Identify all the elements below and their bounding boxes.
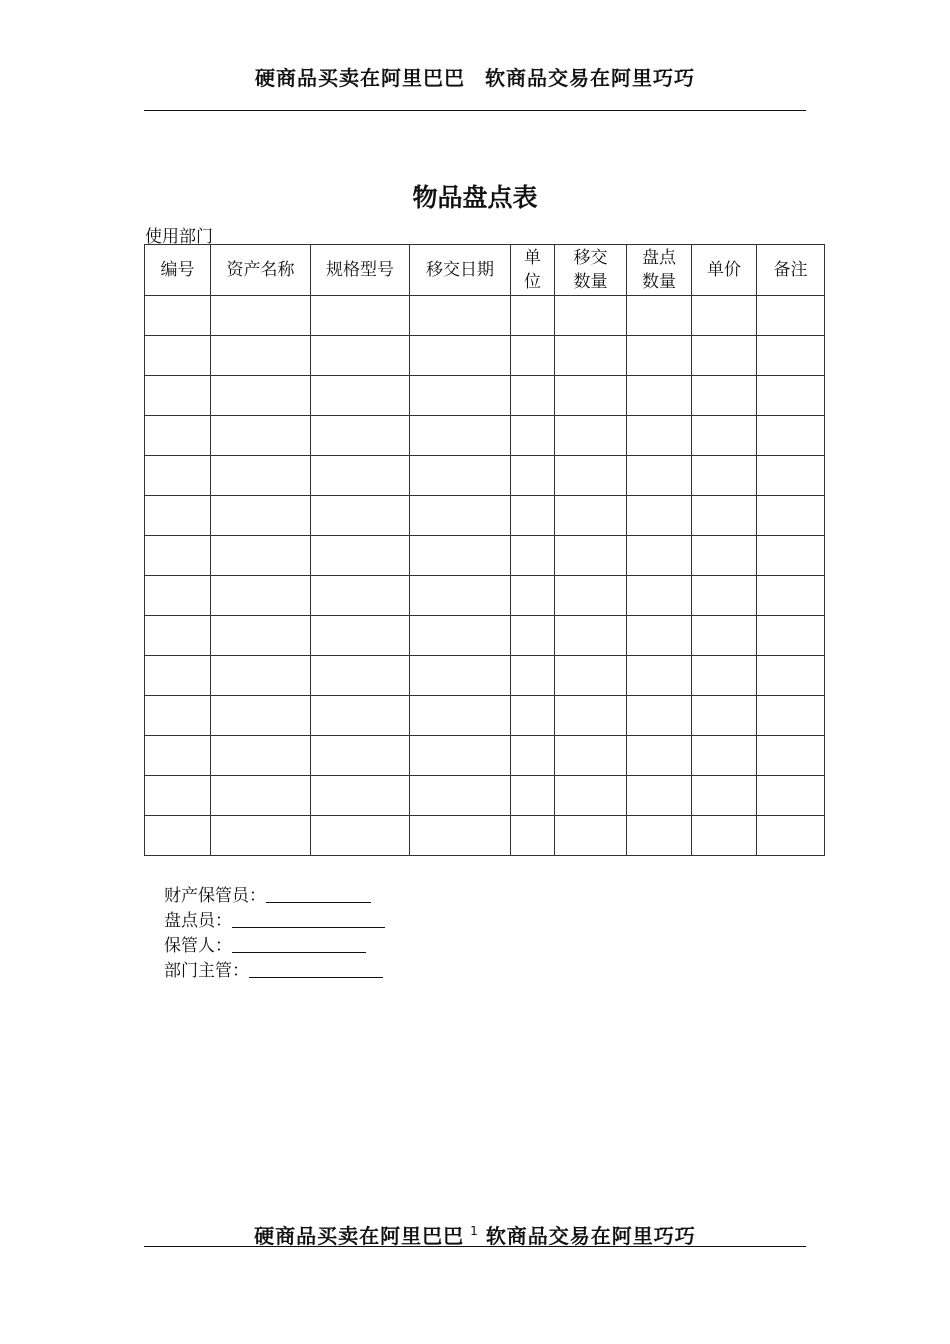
- header-rule: [144, 110, 806, 111]
- table-cell: [627, 296, 692, 336]
- table-cell: [627, 656, 692, 696]
- table-cell: [311, 776, 410, 816]
- table-header-row: [145, 245, 825, 296]
- table-row: [145, 656, 825, 696]
- signature-blank: [266, 884, 371, 903]
- table-row: [145, 696, 825, 736]
- table-cell: [511, 576, 555, 616]
- table-cell: [211, 296, 311, 336]
- page-number: 1: [470, 1224, 478, 1239]
- table-cell: [692, 696, 757, 736]
- table-cell: [627, 736, 692, 776]
- page-footer: [144, 1220, 806, 1249]
- table-cell: [627, 616, 692, 656]
- table-cell: [311, 536, 410, 576]
- table-cell: [311, 656, 410, 696]
- header-right-text: 软商品交易在阿里巧巧: [485, 66, 695, 90]
- table-cell: [627, 416, 692, 456]
- table-cell: [410, 736, 511, 776]
- table-cell: [627, 336, 692, 376]
- table-cell: [311, 336, 410, 376]
- table-row: [145, 376, 825, 416]
- table-cell: [410, 336, 511, 376]
- table-cell: [211, 536, 311, 576]
- table-cell: [627, 696, 692, 736]
- table-row: [145, 296, 825, 336]
- signature-block: [164, 881, 385, 981]
- table-cell: [627, 576, 692, 616]
- department-label: 使用部门: [145, 227, 213, 247]
- table-cell: [311, 696, 410, 736]
- table-cell: [410, 776, 511, 816]
- table-cell: [145, 816, 211, 856]
- table-row: [145, 816, 825, 856]
- table-cell: [555, 376, 627, 416]
- table-cell: [757, 376, 825, 416]
- table-cell: [627, 816, 692, 856]
- column-header: 单 位: [511, 245, 555, 296]
- table-cell: [511, 496, 555, 536]
- table-cell: [555, 656, 627, 696]
- table-cell: [511, 696, 555, 736]
- table-cell: [211, 576, 311, 616]
- table-cell: [410, 456, 511, 496]
- table-cell: [692, 336, 757, 376]
- table-cell: [555, 496, 627, 536]
- table-row: [145, 456, 825, 496]
- table-cell: [757, 456, 825, 496]
- table-cell: [311, 496, 410, 536]
- table-row: [145, 536, 825, 576]
- table-cell: [757, 296, 825, 336]
- table-cell: [511, 456, 555, 496]
- table-cell: [145, 376, 211, 416]
- table-row: [145, 336, 825, 376]
- signature-blank: [232, 934, 366, 953]
- table-cell: [511, 656, 555, 696]
- footer-left-text: 硬商品买卖在阿里巴巴: [254, 1224, 465, 1248]
- table-cell: [410, 536, 511, 576]
- table-cell: [311, 456, 410, 496]
- table-cell: [145, 736, 211, 776]
- table-cell: [311, 296, 410, 336]
- table-cell: [692, 776, 757, 816]
- table-cell: [692, 456, 757, 496]
- signature-blank: [249, 959, 383, 978]
- table-cell: [692, 576, 757, 616]
- table-cell: [555, 776, 627, 816]
- table-cell: [511, 336, 555, 376]
- column-header: 编号: [145, 245, 211, 296]
- signature-line: 财产保管员：: [164, 881, 385, 906]
- column-header: 规格型号: [311, 245, 410, 296]
- column-header: 备注: [757, 245, 825, 296]
- table-cell: [311, 576, 410, 616]
- table-cell: [627, 376, 692, 416]
- table-cell: [511, 616, 555, 656]
- inventory-table: [144, 244, 825, 856]
- table-cell: [145, 776, 211, 816]
- table-cell: [410, 576, 511, 616]
- table-cell: [692, 376, 757, 416]
- table-cell: [757, 536, 825, 576]
- column-header: 资产名称: [211, 245, 311, 296]
- table-cell: [692, 816, 757, 856]
- table-cell: [145, 296, 211, 336]
- table-cell: [410, 376, 511, 416]
- table-cell: [692, 536, 757, 576]
- table-cell: [757, 576, 825, 616]
- table-cell: [757, 776, 825, 816]
- table-cell: [145, 616, 211, 656]
- table-cell: [511, 776, 555, 816]
- table-cell: [511, 416, 555, 456]
- table-cell: [211, 736, 311, 776]
- table-cell: [211, 336, 311, 376]
- table-cell: [410, 656, 511, 696]
- table-cell: [692, 736, 757, 776]
- table-cell: [692, 616, 757, 656]
- table-cell: [410, 296, 511, 336]
- table-cell: [211, 816, 311, 856]
- table-cell: [555, 296, 627, 336]
- table-cell: [145, 456, 211, 496]
- table-cell: [211, 696, 311, 736]
- signature-blank: [232, 909, 385, 928]
- signature-line: 保管人：: [164, 931, 385, 956]
- table-cell: [757, 416, 825, 456]
- table-cell: [410, 496, 511, 536]
- table-cell: [555, 456, 627, 496]
- table-cell: [211, 616, 311, 656]
- table-cell: [627, 776, 692, 816]
- table-cell: [511, 296, 555, 336]
- table-row: [145, 776, 825, 816]
- table-cell: [692, 296, 757, 336]
- column-header: 盘点 数量: [627, 245, 692, 296]
- table-cell: [757, 816, 825, 856]
- table-cell: [555, 816, 627, 856]
- table-cell: [692, 656, 757, 696]
- table-cell: [555, 336, 627, 376]
- table-cell: [757, 336, 825, 376]
- table-cell: [145, 536, 211, 576]
- table-cell: [410, 696, 511, 736]
- table-cell: [555, 416, 627, 456]
- table-cell: [211, 656, 311, 696]
- table-cell: [410, 416, 511, 456]
- table-cell: [555, 736, 627, 776]
- table-cell: [211, 456, 311, 496]
- table-cell: [555, 576, 627, 616]
- table-cell: [410, 816, 511, 856]
- table-cell: [311, 736, 410, 776]
- table-cell: [211, 496, 311, 536]
- table-cell: [511, 536, 555, 576]
- page-title: 物品盘点表: [412, 183, 538, 212]
- table-cell: [311, 816, 410, 856]
- table-cell: [211, 776, 311, 816]
- signature-line: 部门主管：: [164, 956, 385, 981]
- table-cell: [555, 696, 627, 736]
- table-cell: [692, 496, 757, 536]
- table-cell: [145, 336, 211, 376]
- header-left-text: 硬商品买卖在阿里巴巴: [255, 66, 465, 90]
- table-cell: [627, 456, 692, 496]
- column-header: 移交日期: [410, 245, 511, 296]
- table-cell: [555, 616, 627, 656]
- table-row: [145, 576, 825, 616]
- table-cell: [757, 696, 825, 736]
- table-cell: [145, 576, 211, 616]
- table-row: [145, 616, 825, 656]
- table-cell: [145, 496, 211, 536]
- table-cell: [627, 496, 692, 536]
- table-cell: [757, 656, 825, 696]
- table-cell: [311, 416, 410, 456]
- page-header: [144, 62, 806, 91]
- table-cell: [410, 616, 511, 656]
- table-cell: [211, 416, 311, 456]
- table-row: [145, 496, 825, 536]
- footer-right-text: 软商品交易在阿里巧巧: [485, 1224, 696, 1248]
- table-cell: [511, 376, 555, 416]
- table-cell: [627, 536, 692, 576]
- table-cell: [211, 376, 311, 416]
- table-cell: [757, 616, 825, 656]
- table-cell: [145, 416, 211, 456]
- table-cell: [555, 536, 627, 576]
- table-row: [145, 416, 825, 456]
- table-cell: [311, 616, 410, 656]
- column-header: 移交 数量: [555, 245, 627, 296]
- table-cell: [511, 736, 555, 776]
- footer-rule: [144, 1246, 806, 1247]
- table-cell: [145, 696, 211, 736]
- table-cell: [311, 376, 410, 416]
- table-cell: [145, 656, 211, 696]
- table-row: [145, 736, 825, 776]
- table-cell: [757, 496, 825, 536]
- table-body: [145, 296, 825, 856]
- table-cell: [511, 816, 555, 856]
- signature-line: 盘点员：: [164, 906, 385, 931]
- table-cell: [692, 416, 757, 456]
- column-header: 单价: [692, 245, 757, 296]
- table-cell: [757, 736, 825, 776]
